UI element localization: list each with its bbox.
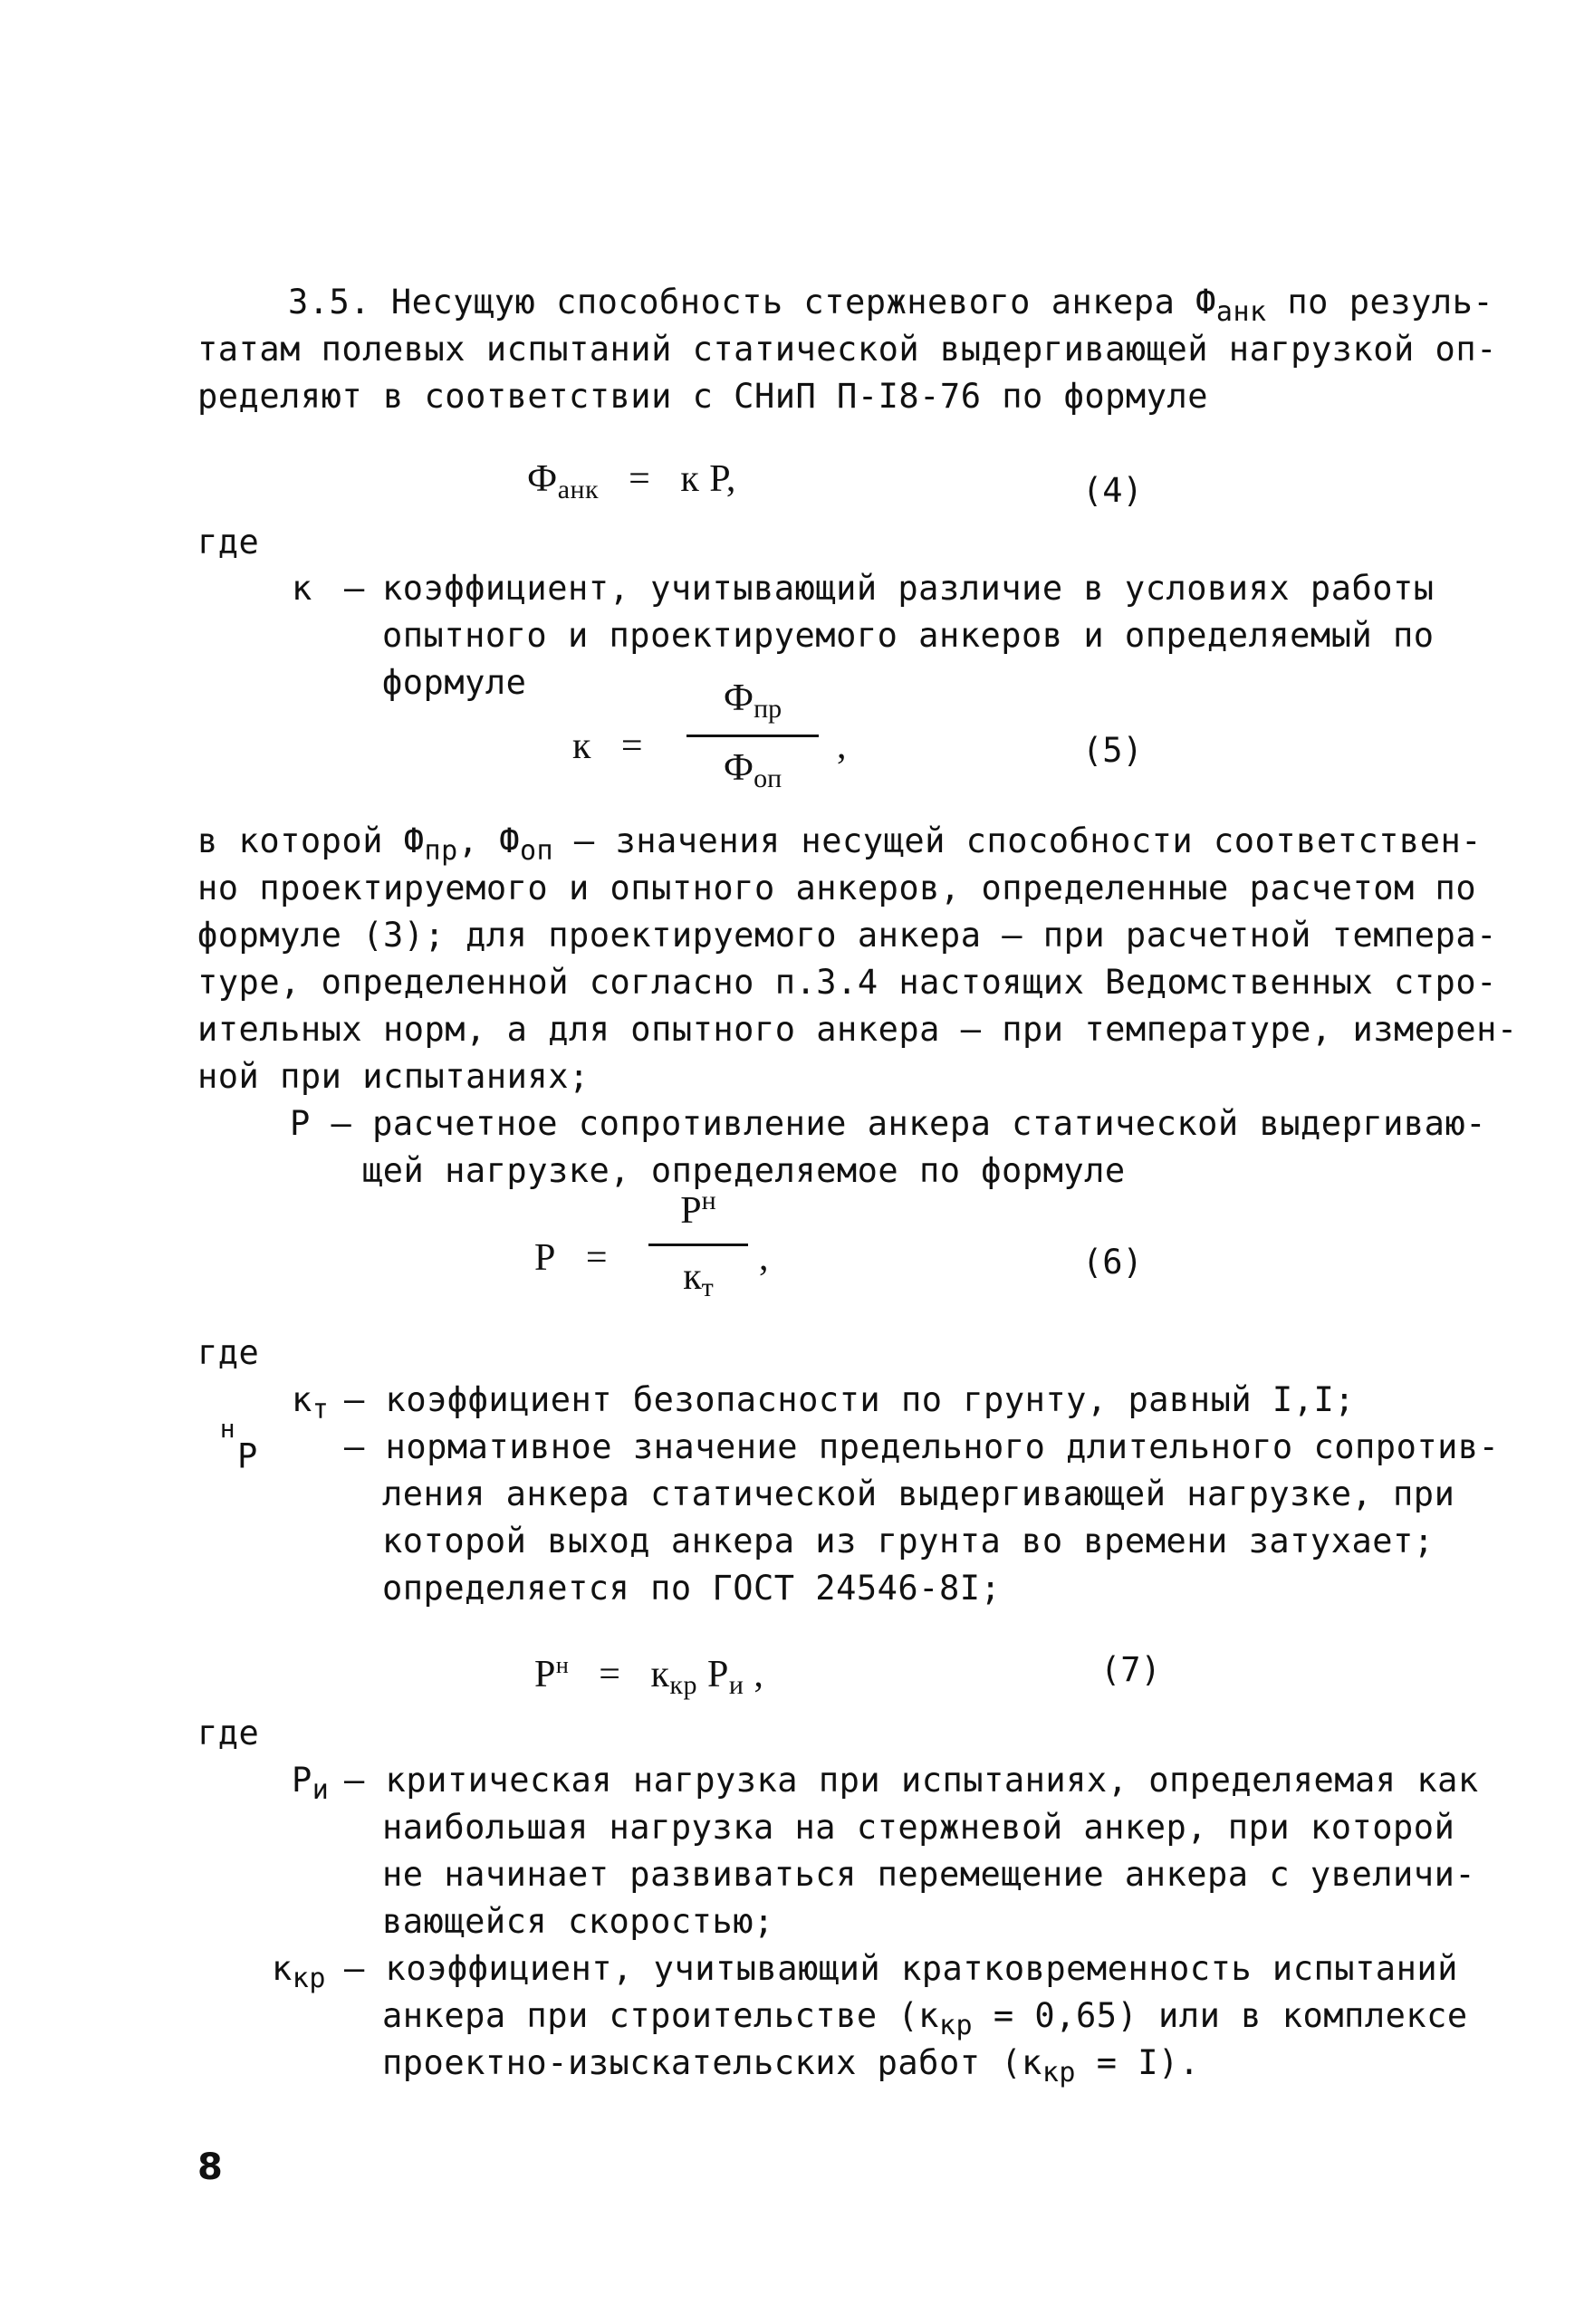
formula-5-lhs: к = <box>572 725 644 767</box>
formula-6-comma: , <box>759 1237 769 1279</box>
formula-5-fraction <box>686 675 819 792</box>
def-Pn-line-2: ления анкера статической выдергивающей нагрузке, при <box>382 1474 1455 1513</box>
def-kkr-line-3: проектно-изыскательских работ $(к_{кр} = I)$. <box>382 2043 1200 2089</box>
para-which-line-1: в которой $Ф_{пр}$, $Ф_{оп}$ – значения несущей способности соответствен- <box>197 821 1483 867</box>
formula-6-fraction <box>648 1177 748 1301</box>
def-kkr-line-1: – коэффициент, учитывающий кратковременность испытаний <box>344 1949 1458 1988</box>
def-k-line-2: опытного и проектируемого анкеров и определяемый по <box>382 616 1435 655</box>
formula-6-number: (6) <box>1082 1243 1143 1282</box>
formula-4: $Ф_{анк}$ = к Р, <box>527 458 736 504</box>
def-Pi-line-4: вающейся скоростью; <box>382 1902 774 1941</box>
def-P-line-1: Р – расчетное сопротивление анкера статической выдергиваю- <box>290 1104 1487 1143</box>
formula-5-fraction-bar <box>686 735 819 737</box>
def-Pi-line-3: не начинает развиваться перемещение анкера с увеличи- <box>382 1855 1476 1894</box>
def-k-symbol: к <box>292 569 312 608</box>
formula-7-number: (7) <box>1100 1650 1161 1689</box>
formula-6-numerator: $Р^н$ <box>680 1186 716 1232</box>
def-k-line-1: коэффициент, учитывающий различие в условиях работы <box>382 569 1435 608</box>
def-kkr-symbol: $к_{кр}$ <box>272 1949 326 1994</box>
def-Pi-line-1: – критическая нагрузка при испытаниях, определяемая как <box>344 1761 1479 1800</box>
para-3-5-line-1: 3.5. Несущую способность стержневого анкера $Ф_{анк}$ по резуль- <box>288 283 1494 328</box>
page-number: 8 <box>197 2146 223 2188</box>
para-which-line-6: ной при испытаниях; <box>197 1057 590 1096</box>
def-Pi-symbol: $Р_и$ <box>292 1761 330 1806</box>
formula-5-comma: , <box>837 725 847 767</box>
para-which-line-5: ительных норм, а для опытного анкера – при температуре, измерен- <box>197 1010 1518 1049</box>
def-Pi-line-2: наибольшая нагрузка на стержневой анкер, при которой <box>382 1808 1455 1847</box>
para-which-line-3: формуле (3); для проектируемого анкера – при расчетной темпера- <box>197 916 1497 955</box>
formula-6-lhs: Р = <box>534 1237 609 1279</box>
where-label-1: где <box>197 523 260 562</box>
para-which-line-2: но проектируемого и опытного анкеров, определенные расчетом по <box>197 869 1477 908</box>
def-kt-symbol: $к_т$ <box>292 1380 330 1426</box>
formula-6-denominator: $к_т$ <box>683 1256 714 1302</box>
where-label-2: где <box>197 1333 260 1372</box>
formula-5-number: (5) <box>1082 731 1143 770</box>
para-3-5-line-3: ределяют в соответствии с СНиП П-I8-76 по формуле <box>197 377 1209 416</box>
formula-6-fraction-bar <box>648 1244 748 1246</box>
def-Pn-line-3: которой выход анкера из грунта во времени затухает; <box>382 1522 1435 1561</box>
formula-5-denominator: $Ф_{оп}$ <box>723 747 782 793</box>
para-3-5-line-2: татам полевых испытаний статической выдергивающей нагрузкой оп- <box>197 330 1497 369</box>
where-label-3: где <box>197 1714 260 1753</box>
def-k-line-3: формуле <box>382 663 527 702</box>
def-Pn-line-1: – нормативное значение предельного длительного сопротив- <box>344 1427 1500 1466</box>
formula-4-number: (4) <box>1082 471 1143 510</box>
def-kkr-line-2: анкера при строительстве $(к_{кр} = 0,65)$ или в комплексе <box>382 1996 1468 2041</box>
def-k-dash: – <box>344 569 365 608</box>
def-kt-text: – коэффициент безопасности по грунту, равный I,I; <box>344 1380 1356 1419</box>
def-Pn-symbol: $Р^н$ <box>219 1414 258 1476</box>
para-which-line-4: туре, определенной согласно п.3.4 настоящих Ведомственных стро- <box>197 963 1497 1002</box>
formula-7: $Р^н$ = $к_{кр}$ $Р_и$ , <box>534 1652 764 1700</box>
def-Pn-line-4: определяется по ГОСТ 24546-8I; <box>382 1569 1002 1608</box>
formula-5-numerator: $Ф_{пр}$ <box>723 677 782 724</box>
def-P-line-2: щей нагрузке, определяемое по формуле <box>362 1151 1126 1190</box>
